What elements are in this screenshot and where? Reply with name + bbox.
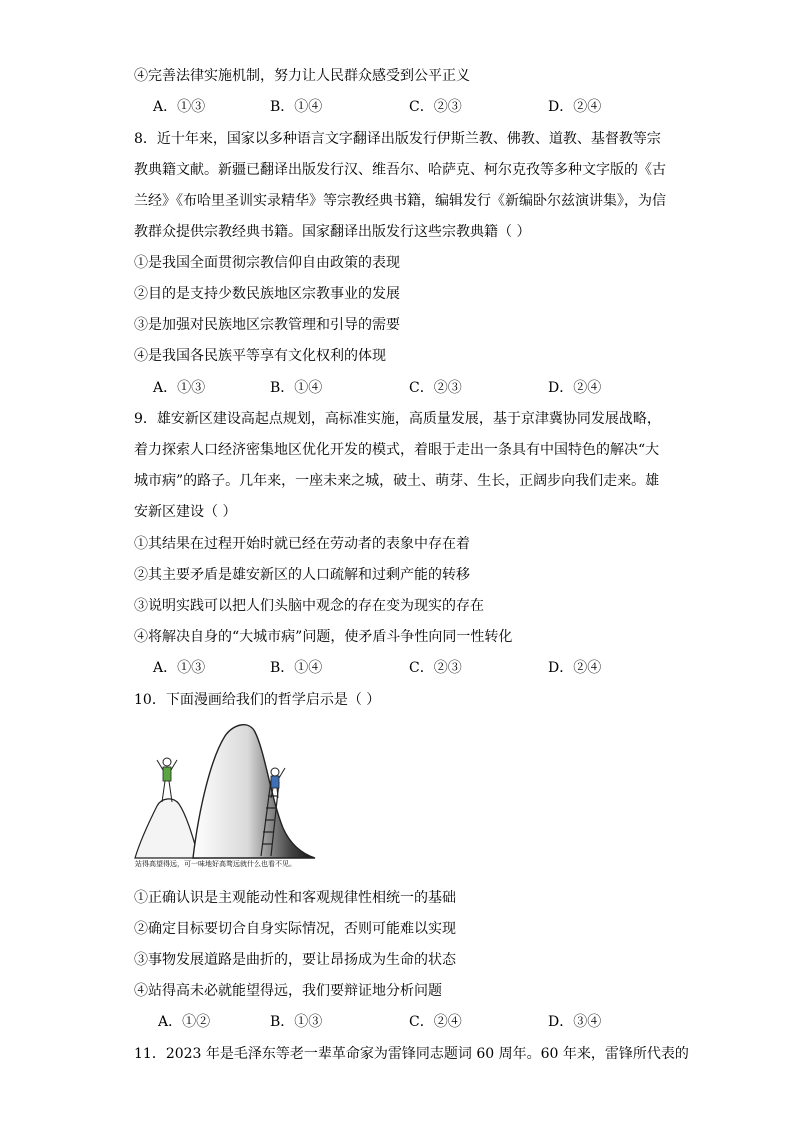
comic-caption: 站得高望得远，可一味地好高骛远就什么也看不见。 [135, 860, 296, 868]
q10-item-1: ①正确认识是主观能动性和客观规律性相统一的基础 [134, 890, 456, 906]
q8-item-3: ③是加强对民族地区宗教管理和引导的需要 [134, 317, 400, 333]
q7-option-d[interactable]: D．②④ [548, 99, 602, 115]
q9-stem-line-2: 着力探索人口经济密集地区优化开发的模式，着眼于走出一条具有中国特色的解决“大 [134, 442, 660, 458]
comic-drawing [133, 718, 323, 860]
q8-option-b[interactable]: B．①④ [270, 380, 323, 396]
q11-stem-line-1: 11．2023 年是毛泽东等老一辈革命家为雷锋同志题词 60 周年。60 年来，雷锋所代表的 [134, 1046, 689, 1062]
q8-option-c[interactable]: C．②③ [409, 380, 462, 396]
q9-option-b[interactable]: B．①④ [270, 660, 323, 676]
q10-item-3: ③事物发展道路是曲折的，要让昂扬成为生命的状态 [134, 952, 456, 968]
q9-item-4: ④将解决自身的“大城市病”问题，使矛盾斗争性向同一性转化 [134, 629, 513, 645]
q8-item-4: ④是我国各民族平等享有文化权利的体现 [134, 348, 386, 364]
q9-stem-line-1: 9．雄安新区建设高起点规划，高标准实施，高质量发展，基于京津冀协同发展战略， [134, 411, 661, 427]
q7-option-c[interactable]: C．②③ [409, 99, 462, 115]
q9-item-2: ②其主要矛盾是雄安新区的人口疏解和过剩产能的转移 [134, 567, 470, 583]
q9-stem-line-4: 安新区建设（ ） [134, 504, 237, 520]
small-hill [135, 799, 199, 858]
standing-figure [157, 758, 177, 802]
q10-option-b[interactable]: B．①③ [270, 1014, 323, 1030]
q7-item-4: ④完善法律实施机制，努力让人民群众感受到公平正义 [134, 68, 470, 84]
q9-item-3: ③说明实践可以把人们头脑中观念的存在变为现实的存在 [134, 598, 484, 614]
comic-illustration [133, 718, 323, 874]
q9-stem-line-3: 城市病”的路子。几年来，一座未来之城，破土、萌芽、生长，正阔步向我们走来。雄 [134, 473, 660, 489]
q7-option-b[interactable]: B．①④ [270, 99, 323, 115]
q8-stem-line-3: 兰经》《布哈里圣训实录精华》等宗教经典书籍，编辑发行《新编卧尔兹演讲集》，为信 [134, 193, 666, 209]
q8-option-a[interactable]: A．①③ [153, 380, 206, 396]
q10-stem: 10．下面漫画给我们的哲学启示是（ ） [134, 692, 381, 708]
q8-option-d[interactable]: D．②④ [548, 380, 602, 396]
q8-stem-line-1: 8．近十年来，国家以多种语言文字翻译出版发行伊斯兰教、佛教、道教、基督教等宗 [134, 131, 661, 147]
q8-item-1: ①是我国全面贯彻宗教信仰自由政策的表现 [134, 255, 400, 271]
q10-option-a[interactable]: A．①② [158, 1014, 211, 1030]
q8-item-2: ②目的是支持少数民族地区宗教事业的发展 [134, 286, 400, 302]
q9-option-c[interactable]: C．②③ [409, 660, 462, 676]
q9-option-a[interactable]: A．①③ [153, 660, 206, 676]
q8-stem-line-2: 教典籍文献。新疆已翻译出版发行汉、维吾尔、哈萨克、柯尔克孜等多种文字版的《古 [134, 162, 666, 178]
q9-item-1: ①其结果在过程开始时就已经在劳动者的表象中存在着 [134, 536, 470, 552]
q10-item-4: ④站得高未必就能望得远，我们要辩证地分析问题 [134, 983, 442, 999]
q10-option-d[interactable]: D．③④ [548, 1014, 602, 1030]
q9-option-d[interactable]: D．②④ [548, 660, 602, 676]
q10-item-2: ②确定目标要切合自身实际情况，否则可能难以实现 [134, 921, 456, 937]
q7-option-a[interactable]: A．①③ [153, 99, 206, 115]
q8-stem-line-4: 教群众提供宗教经典书籍。国家翻译出版发行这些宗教典籍（ ） [134, 224, 531, 240]
tall-mountain [193, 725, 315, 858]
q10-option-c[interactable]: C．②④ [409, 1014, 462, 1030]
